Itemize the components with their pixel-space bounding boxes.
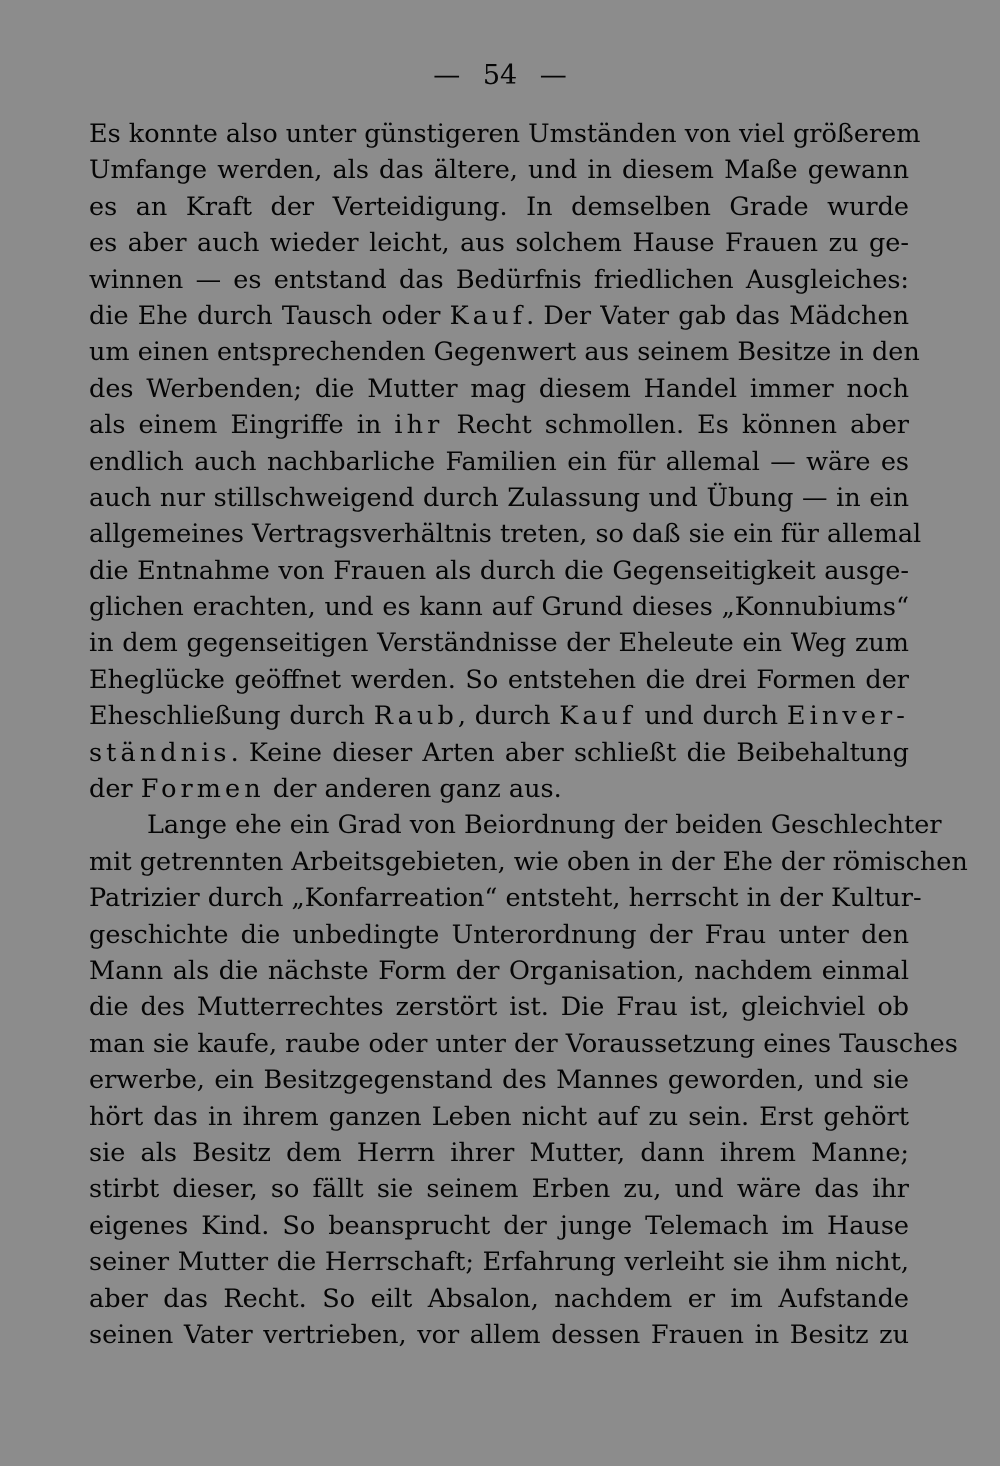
text-line: auch nur stillschweigend durch Zulassung und Übung — in ein <box>89 482 909 513</box>
spaced-emphasis: ihr <box>394 410 444 441</box>
spaced-emphasis: Kauf <box>559 701 636 732</box>
text-line: hört das in ihrem ganzen Leben nicht auf zu sein. Erst gehört <box>89 1101 909 1132</box>
text-run: der <box>89 774 141 805</box>
text-line: sie als Besitz dem Herrn ihrer Mutter, dann ihrem Manne; <box>89 1137 909 1168</box>
text-line: erwerbe, ein Besitzgegenstand des Mannes geworden, und sie <box>89 1065 909 1096</box>
text-line: aber das Recht. So eilt Absalon, nachdem er im Aufstande <box>89 1283 909 1314</box>
spaced-emphasis: ständnis <box>89 737 231 768</box>
text-line: des Werbenden; die Mutter mag diesem Handel immer noch <box>89 373 909 404</box>
text-line: Lange ehe ein Grad von Beiordnung der beiden Geschlechter <box>147 810 942 841</box>
text-run: als einem Eingriffe in <box>89 410 395 441</box>
text-run: die Ehe durch Tausch oder <box>89 300 450 331</box>
spaced-emphasis: Raub <box>373 701 458 732</box>
text-line: man sie kaufe, raube oder unter der Voraussetzung eines Tausches <box>89 1028 958 1059</box>
spaced-emphasis: Einver- <box>786 701 909 732</box>
text-run: . Der Vater gab das Mädchen <box>526 300 909 331</box>
text-line: winnen — es entstand das Bedürfnis friedlichen Ausgleiches: <box>89 264 909 295</box>
text-run: Eheschließung durch <box>89 701 374 732</box>
text-run: , durch <box>457 701 560 732</box>
text-run: der anderen ganz aus. <box>264 774 562 805</box>
text-line: Es konnte also unter günstigeren Umständen von viel größerem <box>89 119 921 149</box>
text-line: die des Mutterrechtes zerstört ist. Die Frau ist, gleichviel ob <box>89 992 909 1023</box>
text-line: stirbt dieser, so fällt sie seinem Erben zu, und wäre das ihr <box>89 1174 909 1205</box>
page-number: — 54 — <box>433 60 567 91</box>
text-line: eigenes Kind. So beansprucht der junge Telemach im Hause <box>89 1210 909 1241</box>
text-line: es an Kraft der Verteidigung. In demselben Grade wurde <box>89 191 909 222</box>
spaced-emphasis: Kauf <box>449 300 527 331</box>
text-line: die Entnahme von Frauen als durch die Gegenseitigkeit ausge- <box>89 555 909 586</box>
text-line: seinen Vater vertrieben, vor allem dessen Frauen in Besitz zu <box>89 1319 909 1350</box>
text-run: Recht schmollen. Es können aber <box>443 410 909 441</box>
spaced-emphasis: Formen <box>140 774 265 805</box>
text-line: Eheglücke geöffnet werden. So entstehen die drei Formen der <box>89 664 909 695</box>
text-line: Patrizier durch „Konfarreation“ entsteht, herrscht in der Kultur- <box>89 883 922 914</box>
text-line: mit getrennten Arbeitsgebieten, wie oben in der Ehe der römischen <box>89 846 968 877</box>
text-line: in dem gegenseitigen Verständnisse der Eheleute ein Weg zum <box>89 628 909 659</box>
text-line: seiner Mutter die Herrschaft; Erfahrung verleiht sie ihm nicht, <box>89 1247 909 1278</box>
text-line: Umfange werden, als das ältere, und in diesem Maße gewann <box>89 155 909 186</box>
text-run: . Keine dieser Arten aber schließt die Beibehaltung <box>230 737 909 768</box>
text-line: Mann als die nächste Form der Organisation, nachdem einmal <box>89 955 909 986</box>
text-line: es aber auch wieder leicht, aus solchem Hause Frauen zu ge- <box>89 228 909 259</box>
text-line: endlich auch nachbarliche Familien ein für allemal — wäre es <box>89 446 909 477</box>
text-line: glichen erachten, und es kann auf Grund dieses „Konnubiums“ <box>89 592 909 623</box>
text-line <box>89 698 909 734</box>
text-line <box>89 407 909 443</box>
text-line <box>89 298 909 334</box>
text-line: um einen entsprechenden Gegenwert aus seinem Besitze in den <box>89 337 920 368</box>
text-line: geschichte die unbedingte Unterordnung der Frau unter den <box>89 919 909 950</box>
text-line <box>89 771 909 807</box>
text-line: allgemeines Vertragsverhältnis treten, so daß sie ein für allemal <box>89 519 922 550</box>
text-run: und durch <box>635 701 787 732</box>
text-line <box>89 735 909 771</box>
text-body <box>89 116 968 1353</box>
